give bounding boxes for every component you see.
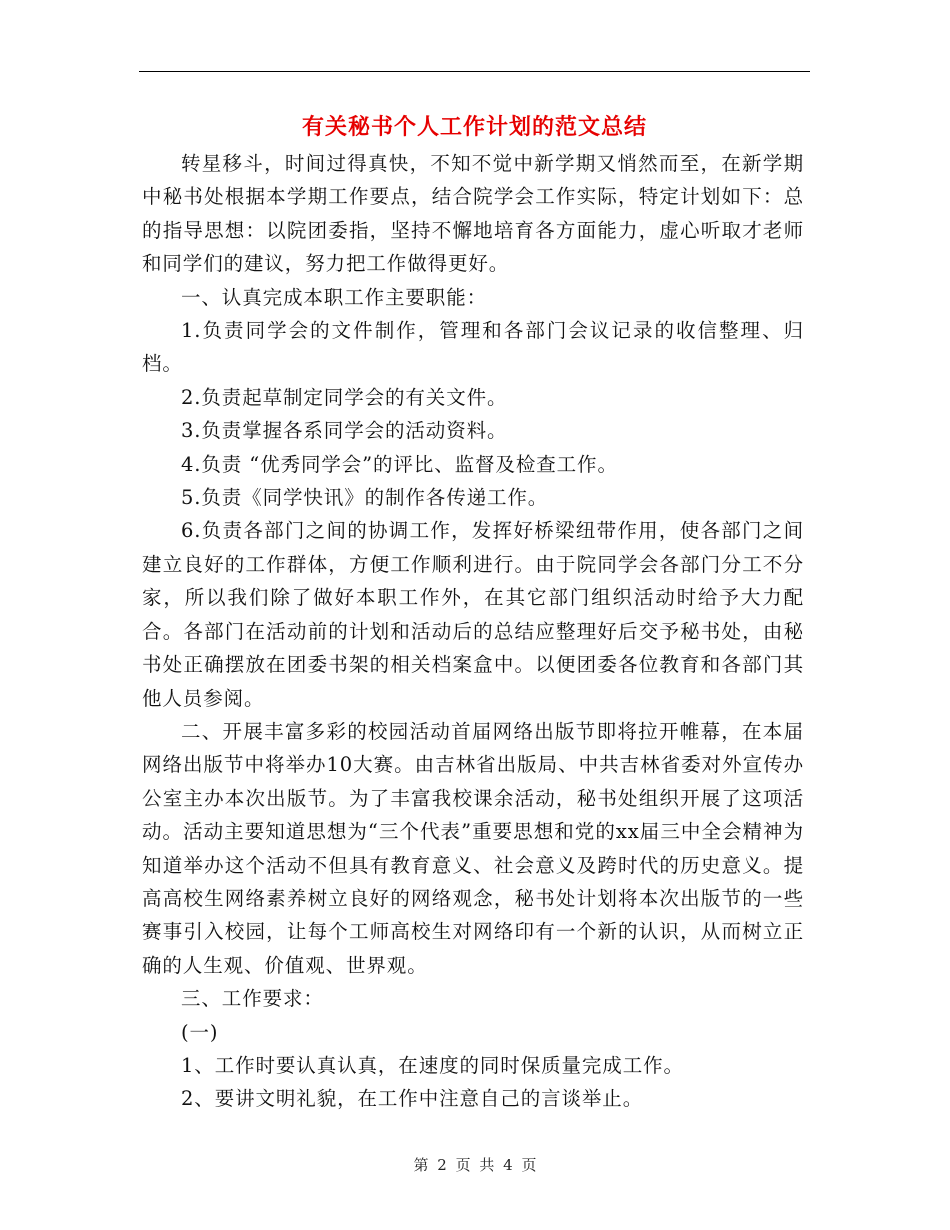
header-rule (139, 71, 810, 72)
list-item: 3.负责掌握各系同学会的活动资料。 (181, 419, 508, 443)
paragraph-section-2: 二、开展丰富多彩的校园活动首届网络出版节即将拉开帷幕，在本届网络出版节中将举办10大赛。由吉林省出版局、中共吉林省委对外宣传办公室主办本次出版节。为了丰富我校课余活动，秘书处组织开展了这项活动。活动主要知道思想为“三个代表”重要思想和党的xx届三中全会精神为知道举办这个活动不但具有教育意义、社会意义及跨时代的历史意义。提高高校生网络素养树立良好的网络观念，秘书处计划将本次出版节的一些赛事引入校园，让每个工师高校生对网络印有一个新的认识，从而树立正确的人生观、价值观、世界观。 (142, 719, 804, 977)
heading-section-1: 一、认真完成本职工作主要职能： (181, 285, 488, 309)
document-body (142, 147, 804, 1116)
page-number-footer: 第 2 页 共 4 页 (413, 1156, 537, 1174)
list-item: 6.负责各部门之间的协调工作，发挥好桥梁纽带作用，使各部门之间建立良好的工作群体，方便工作顺利进行。由于院同学会各部门分工不分家，所以我们除了做好本职工作外，在其它部门组织活动时给予大力配合。各部门在活动前的计划和活动后的总结应整理好后交予秘书处，由秘书处正确摆放在团委书架的相关档案盒中。以便团委各位教育和各部门其他人员参阅。 (142, 519, 804, 710)
subheading: (一) (181, 1020, 219, 1044)
list-item: 5.负责《同学快讯》的制作各传递工作。 (181, 486, 549, 510)
list-item: 1、工作时要认真认真，在速度的同时保质量完成工作。 (181, 1053, 684, 1077)
list-item: 4.负责 “优秀同学会”的评比、监督及检查工作。 (181, 452, 618, 476)
document-title: 有关秘书个人工作计划的范文总结 (301, 115, 647, 140)
list-item: 2、要讲文明礼貌，在工作中注意自己的言谈举止。 (181, 1087, 644, 1111)
paragraph-intro: 转星移斗，时间过得真快，不知不觉中新学期又悄然而至，在新学期中秘书处根据本学期工作要点，结合院学会工作实际，特定计划如下：总的指导思想：以院团委指，坚持不懈地培育各方面能力，虚心听取才老师和同学们的建议，努力把工作做得更好。 (142, 152, 804, 276)
list-item: 1.负责同学会的文件制作，管理和各部门会议记录的收信整理、归档。 (142, 319, 804, 376)
list-item: 2.负责起草制定同学会的有关文件。 (181, 385, 508, 409)
heading-section-3: 三、工作要求： (181, 987, 324, 1011)
